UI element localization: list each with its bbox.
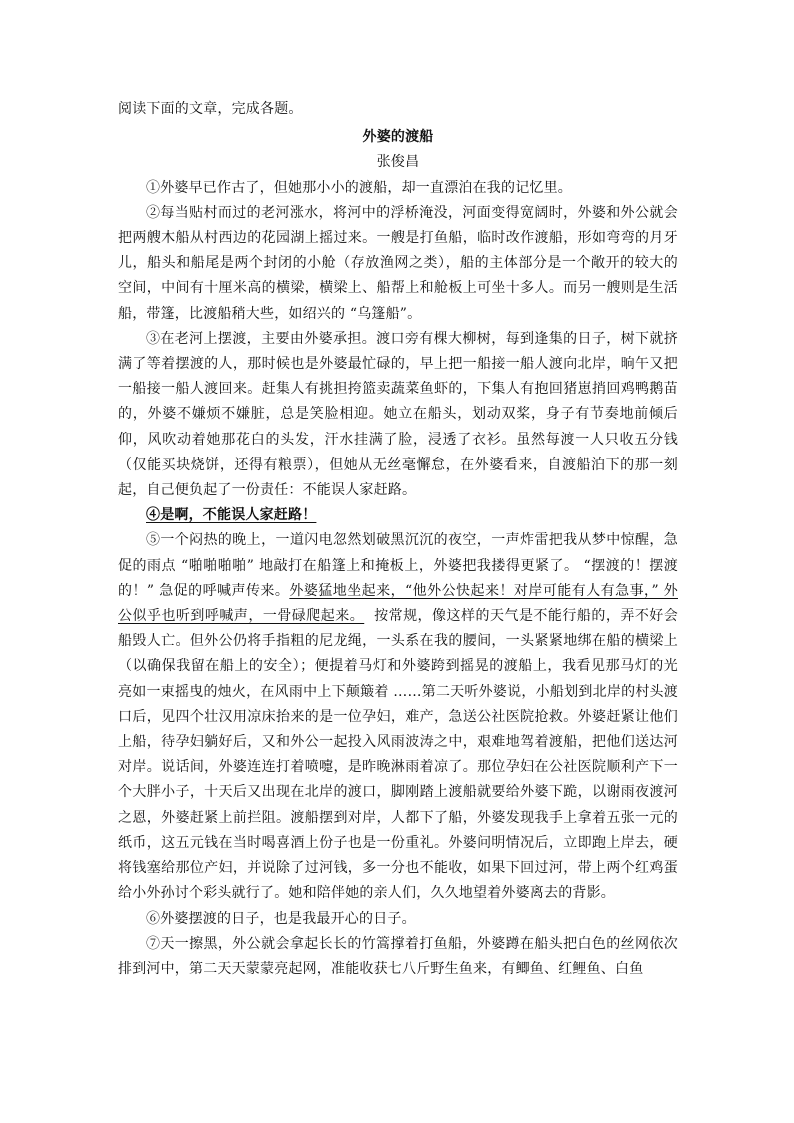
paragraph-1: ①外婆早已作古了，但她那小小的渡船，却一直漂泊在我的记忆里。 — [146, 179, 572, 196]
instruction-text: 阅读下面的文章，完成各题。 — [118, 101, 303, 117]
underlined-sentence-4: ④是啊，不能误人家赶路！ — [146, 507, 317, 524]
article-title: 外婆的渡船 — [362, 129, 434, 146]
paragraph-3: ③在老河上摆渡，主要由外婆承担。渡口旁有棵大柳树，每到逢集的日子，树下就挤满了等着摆渡的人，那时候也是外婆最忙碌的，早上把一船接一船人渡向北岸，晌午又把一船接一船人渡回来。赶集人有挑担挎篮卖蔬菜鱼虾的，下集人有抱回猪崽捎回鸡鸭鹅苗的，外婆不嫌烦不嫌脏，总是笑脸相迎。她立在船头，划动双桨，身子有节奏地前倾后仰，风吹动着她那花白的头发，汗水挂满了脸，浸透了衣衫。虽然每渡一人只收五分钱（仅能买块烧饼，还得有粮票），但她从无丝毫懈怠，在外婆看来，自渡船泊下的那一刻起，自己便负起了一份责任：不能误人家赶路。 — [118, 330, 678, 499]
paragraph-5-rest: 按常规，像这样的天气是不能行船的，弄不好会船毁人亡。但外公仍将手指粗的尼龙绳，一头系在我的腰间，一头紧紧地绑在船的横梁上（以确保我留在船上的安全）；便提着马灯和外婆跨到摇晃的渡船上，我看见那马灯的光亮如一束摇曳的烛火，在风雨中上下颠簸着 ……第二天听外婆说，小船划到北岸的村头渡口后，见四个壮汉用凉床抬来的是一位孕妇，难产，急送公社医院抢救。外婆赶紧让他们上船，待孕妇躺好后，又和外公一起投入风雨波涛之中，艰难地驾着渡船，把他们送达河对岸。说话间，外婆连连打着喷嚏，是昨晚淋雨着凉了。那位孕妇在公社医院顺利产下一个大胖小子，十天后又出现在北岸的渡口，脚刚踏上渡船就要给外婆下跪，以谢雨夜渡河之恩，外婆赶紧上前拦阻。渡船摆到对岸，人都下了船，外婆发现我手上拿着五张一元的纸币，这五元钱在当时喝喜酒上份子也是一份重礼。外婆问明情况后，立即跑上岸去，硬将钱塞给那位产妇，并说除了过河钱，多一分也不能收，如果下回过河，带上两个红鸡蛋给小外孙讨个彩头就行了。她和陪伴她的亲人们，久久地望着外婆离去的背影。 — [118, 608, 678, 902]
document-page — [118, 97, 678, 982]
paragraph-6: ⑥外婆摆渡的日子，也是我最开心的日子。 — [146, 910, 416, 927]
paragraph-2: ②每当贴村而过的老河涨水，将河中的浮桥淹没，河面变得宽阔时，外婆和外公就会把两艘木船从村西边的花园湖上摇过来。一艘是打鱼船，临时改作渡船，形如弯弯的月牙儿，船头和船尾是两个封闭的小舱（存放渔网之类），船的主体部分是一个敞开的较大的空间，中间有十厘米高的横梁，横梁上、船帮上和舱板上可坐十多人。而另一艘则是生活船，带篷，比渡船稍大些，如绍兴的 “乌篷船”。 — [118, 204, 678, 322]
underlined-sentence-5: 外婆猛地坐起来，“他外公快起来！对岸可能有人有急事，” 外公似乎也听到呼喊声，一骨碌爬起来。 — [118, 582, 678, 625]
article-author: 张俊昌 — [376, 154, 420, 171]
paragraph-5 — [118, 528, 678, 906]
paragraph-4 — [118, 503, 678, 528]
paragraph-5-start: ⑤一个闷热的晚上，一道闪电忽然划破黑沉沉的夜空，一声炸雷把我从梦中惊醒，急促的雨点 “啪啪啪啪” 地敲打在船篷上和掩板上，外婆把我搂得更紧了。 “摆渡的！摆渡的！” 急促的呼喊声传来。 — [118, 532, 678, 599]
paragraph-7: ⑦天一擦黑，外公就会拿起长长的竹篙撑着打鱼船，外婆蹲在船头把白色的丝网依次排到河中，第二天天蒙蒙亮起网，准能收获七八斤野生鱼来，有鲫鱼、红鲤鱼、白鱼 — [118, 935, 678, 977]
